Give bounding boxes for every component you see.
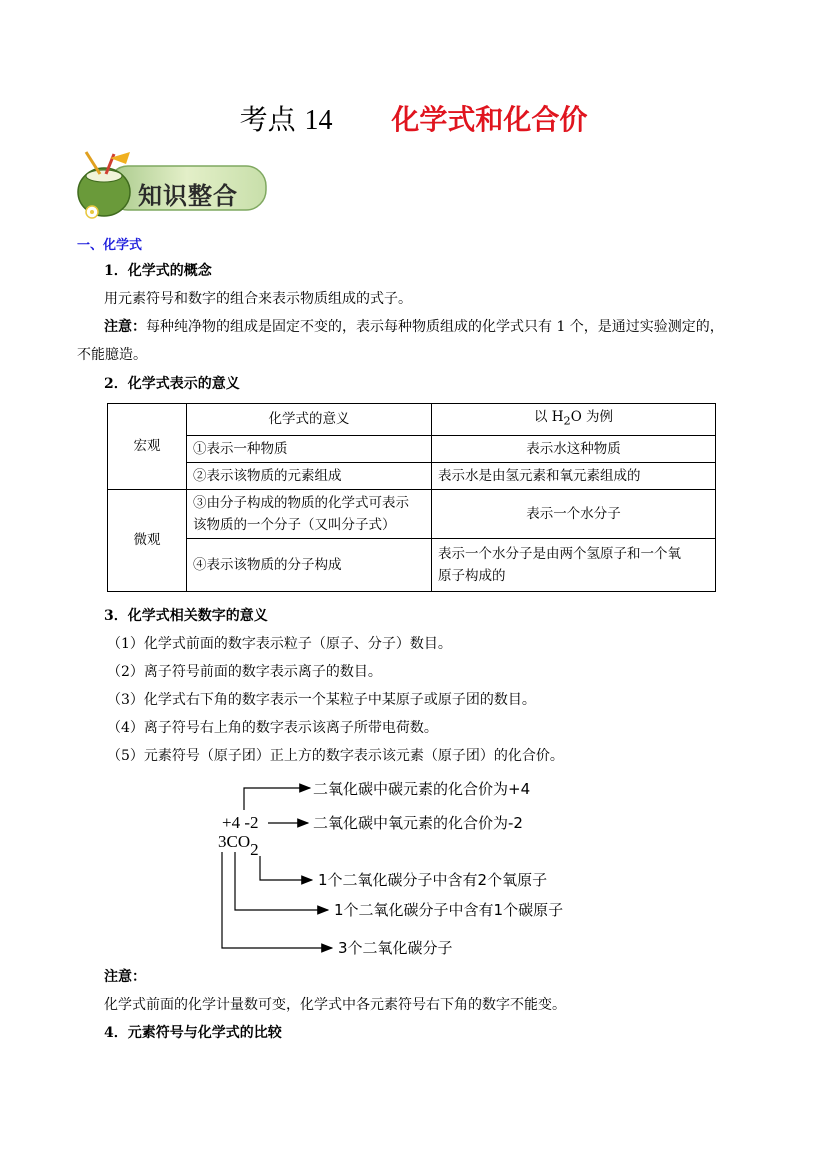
table-cell: 表示一个水分子 <box>432 489 716 538</box>
valence-marks: +4 -2 <box>222 813 259 832</box>
note-paragraph <box>104 317 764 337</box>
table-row <box>108 435 716 462</box>
co2-formula <box>218 832 259 859</box>
note2-label: 注意： <box>104 969 146 985</box>
sub-heading-4: 4．元素符号与化学式的比较 <box>104 1025 282 1041</box>
table-cell: ③由分子构成的物质的化学式可表示 该物质的一个分子（又叫分子式） <box>187 489 432 538</box>
table-cell: ④表示该物质的分子构成 <box>187 538 432 591</box>
diagram-label: 1个二氧化碳分子中含有2个氧原子 <box>318 871 548 889</box>
note2-text: 化学式前面的化学计量数可变，化学式中各元素符号右下角的数字不能变。 <box>104 997 566 1013</box>
list-item: （2）离子符号前面的数字表示离子的数目。 <box>107 664 382 680</box>
table-row <box>108 538 716 591</box>
table-header-example: 以 $H_2O$ 为例 <box>432 404 716 436</box>
subscript: 2 <box>250 840 259 859</box>
sub-heading-2: 2．化学式表示的意义 <box>104 376 240 392</box>
knowledge-banner <box>70 150 270 222</box>
note-text: 每种纯净物的组成是固定不变的，表示每种物质组成的化学式只有 1 个，是通过实验测定的， <box>146 319 724 335</box>
note-label: 注意： <box>104 319 146 335</box>
table-row <box>108 462 716 489</box>
list-item: （4）离子符号右上角的数字表示该离子所带电荷数。 <box>107 720 438 736</box>
table-row <box>108 404 716 436</box>
arrow-o-count <box>260 856 312 880</box>
sub-heading-3: 3．化学式相关数字的意义 <box>104 608 268 624</box>
arrow-molecule-count <box>222 852 332 948</box>
table-header-meaning: 化学式的意义 <box>187 404 432 436</box>
meaning-table <box>107 403 716 592</box>
table-cell: 表示水是由氢元素和氧元素组成的 <box>432 462 716 489</box>
title-topic: 化学式和化合价 <box>391 103 588 136</box>
coefficient: 3 <box>218 832 227 851</box>
title-prefix: 考点 <box>239 103 296 136</box>
macro-label: 宏观 <box>108 404 187 490</box>
table-cell: 表示水这种物质 <box>432 435 716 462</box>
list-item: （3）化学式右下角的数字表示一个某粒子中某原子或原子团的数目。 <box>107 692 536 708</box>
definition-text: 用元素符号和数字的组合来表示物质组成的式子。 <box>104 291 412 307</box>
table-cell: 表示一个水分子是由两个氢原子和一个氧 原子构成的 <box>432 538 716 591</box>
diagram-label: 二氧化碳中氧元素的化合价为-2 <box>313 814 523 832</box>
micro-label: 微观 <box>108 489 187 591</box>
arrow-c-count <box>235 852 328 910</box>
diagram-label: 二氧化碳中碳元素的化合价为+4 <box>313 780 531 798</box>
list-item: （5）元素符号（原子团）正上方的数字表示该元素（原子团）的化合价。 <box>107 748 564 764</box>
table-cell: ①表示一种物质 <box>187 435 432 462</box>
co2-diagram <box>200 772 620 962</box>
page-title <box>0 100 827 141</box>
diagram-label: 3个二氧化碳分子 <box>338 939 453 957</box>
arrow-c-valence <box>244 788 310 810</box>
table-row <box>108 489 716 538</box>
diagram-label: 1个二氧化碳分子中含有1个碳原子 <box>334 901 564 919</box>
note-continuation: 不能臆造。 <box>77 347 147 363</box>
table-cell: ②表示该物质的元素组成 <box>187 462 432 489</box>
banner-text: 知识整合 <box>138 182 238 210</box>
title-number: 14 <box>304 105 333 136</box>
formula-body: CO <box>226 832 251 851</box>
section-heading: 一、化学式 <box>77 238 143 253</box>
list-item: （1）化学式前面的数字表示粒子（原子、分子）数目。 <box>107 636 452 652</box>
sub-heading-1: 1．化学式的概念 <box>104 263 212 279</box>
